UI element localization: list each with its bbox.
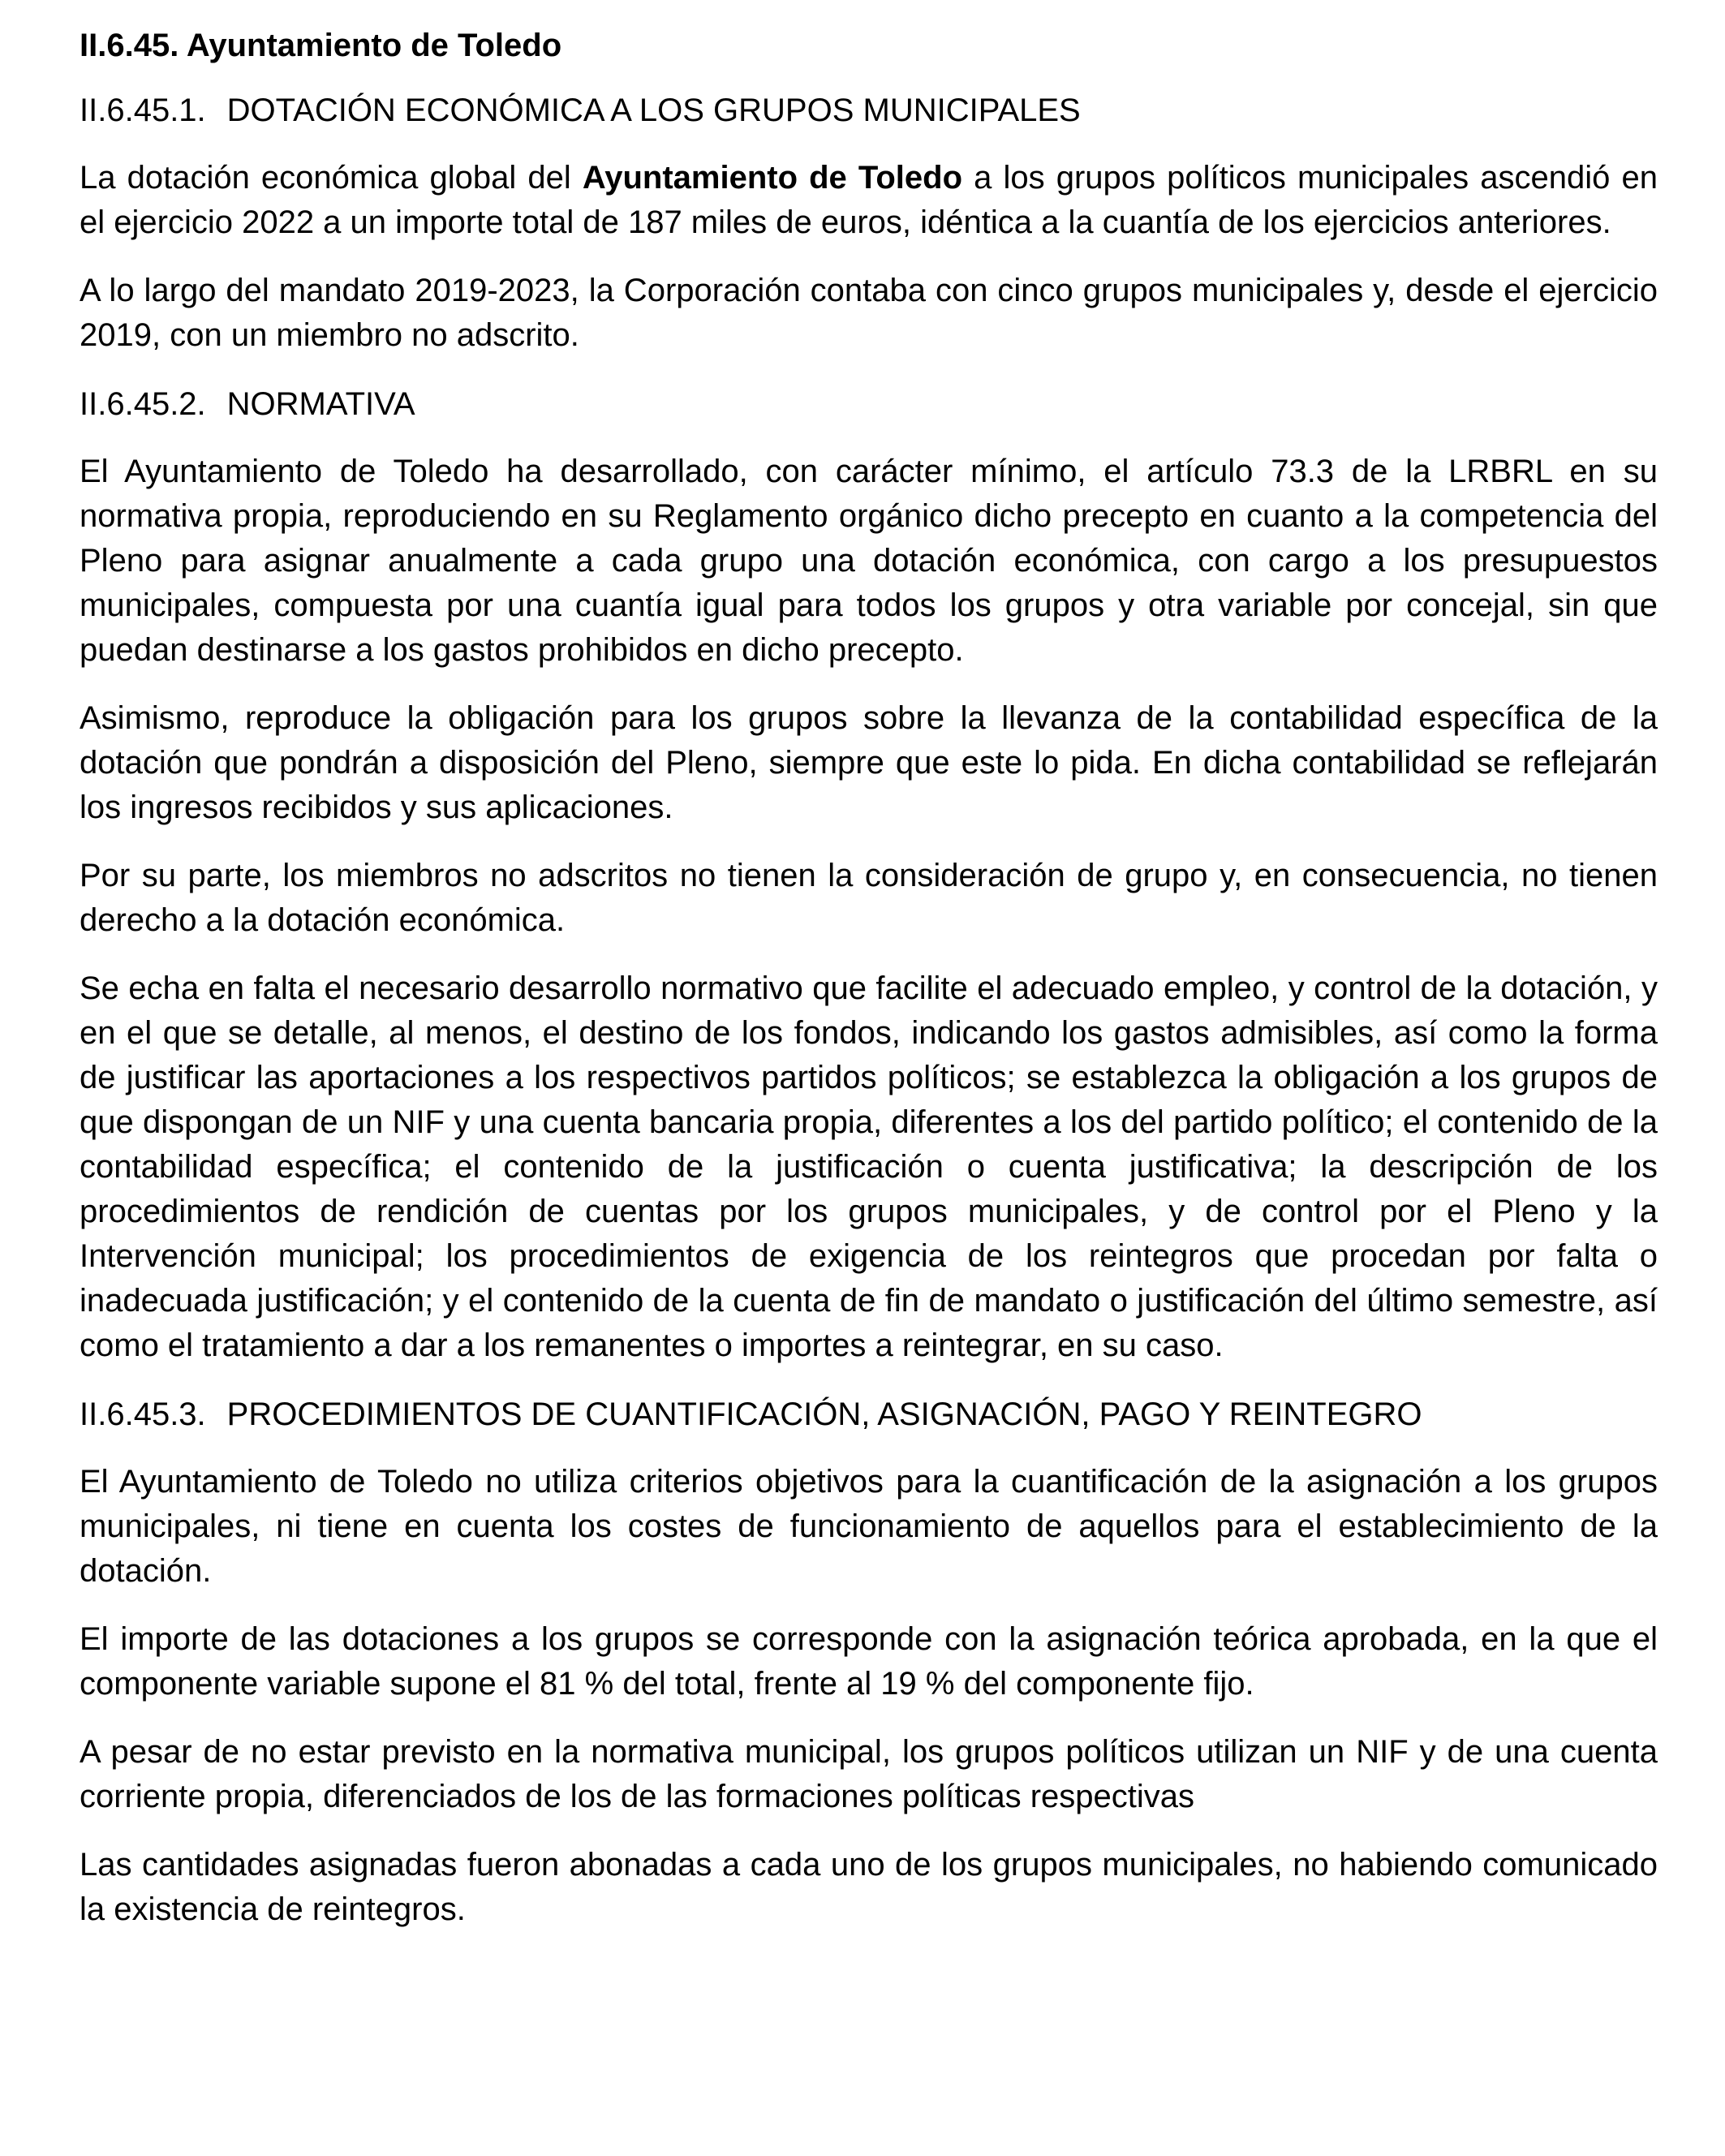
paragraph-mandato: A lo largo del mandato 2019-2023, la Corporación contaba con cinco grupos municipales y, desde el ejercicio 2019, con un miembro no adscrito. (80, 273, 1658, 353)
paragraph-text: a los grupos políticos municipales ascendió en el ejercicio 2022 a un importe total de 187 miles de euros, idéntica a la cuantía de los ejercicios anteriores. (80, 160, 1658, 240)
subheading-normativa (80, 381, 1658, 427)
paragraph-desarrollo-normativo: Se echa en falta el necesario desarrollo normativo que facilite el adecuado empleo, y control de la dotación, y en el que se detalle, al menos, el destino de los fondos, indicando los gastos admisibles, así como la forma de justificar las aportaciones a los respectivos partidos políticos; se establezca la obligación a los grupos de que dispongan de un NIF y una cuenta bancaria propia, diferentes a los del partido político; el contenido de la contabilidad específica; el contenido de la justificación o cuenta justificativa; la descripción de los procedimientos de rendición de cuentas por los grupos municipales, y de control por el Pleno y la Intervención municipal; los procedimientos de exigencia de los reintegros que procedan por falta o inadecuada justificación; y el contenido de la cuenta de fin de mandato o justificación del último semestre, así como el tratamiento a dar a los remanentes o importes a reintegrar, en su caso. (80, 970, 1658, 1363)
subheading-dotacion (80, 88, 1658, 133)
subheading-title: NORMATIVA (226, 386, 415, 422)
paragraph-normativa-propia: El Ayuntamiento de Toledo ha desarrollado, con carácter mínimo, el artículo 73.3 de la LRBRL en su normativa propia, reproduciendo en su Reglamento orgánico dicho precepto en cuanto a la competencia del Pleno para asignar anualmente a cada grupo una dotación económica, con cargo a los presupuestos municipales, compuesta por una cuantía igual para todos los grupos y otra variable por concejal, sin que puedan destinarse a los gastos prohibidos en dicho precepto. (80, 454, 1658, 668)
document-page (80, 23, 1658, 1956)
paragraph-criterios: El Ayuntamiento de Toledo no utiliza criterios objetivos para la cuantificación de la asignación a los grupos municipales, ni tiene en cuenta los costes de funcionamiento de aquellos para el establecimiento de la dotación. (80, 1464, 1658, 1589)
subheading-number: II.6.45.3. (80, 1396, 206, 1432)
subheading-title: PROCEDIMIENTOS DE CUANTIFICACIÓN, ASIGNACIÓN, PAGO Y REINTEGRO (226, 1396, 1422, 1432)
subheading-procedimientos (80, 1392, 1658, 1437)
section-title: II.6.45. Ayuntamiento de Toledo (80, 28, 562, 63)
paragraph-bold-entity: Ayuntamiento de Toledo (582, 160, 963, 196)
paragraph-dotacion-global (80, 156, 1658, 245)
paragraph-nif: A pesar de no estar previsto en la normativa municipal, los grupos políticos utilizan un NIF y de una cuenta corriente propia, diferenciados de los de las formaciones políticas respectivas (80, 1734, 1658, 1814)
paragraph-contabilidad: Asimismo, reproduce la obligación para los grupos sobre la llevanza de la contabilidad específica de la dotación que pondrán a disposición del Pleno, siempre que este lo pida. En dicha contabilidad se reflejarán los ingresos recibidos y sus aplicaciones. (80, 700, 1658, 825)
paragraph-no-adscritos: Por su parte, los miembros no adscritos no tienen la consideración de grupo y, en consecuencia, no tienen derecho a la dotación económica. (80, 858, 1658, 938)
paragraph-reintegros: Las cantidades asignadas fueron abonadas a cada uno de los grupos municipales, no habiendo comunicado la existencia de reintegros. (80, 1847, 1658, 1927)
subheading-number: II.6.45.2. (80, 386, 206, 422)
subheading-title: DOTACIÓN ECONÓMICA A LOS GRUPOS MUNICIPALES (226, 93, 1081, 128)
paragraph-importe: El importe de las dotaciones a los grupos se corresponde con la asignación teórica aprobada, en la que el componente variable supone el 81 % del total, frente al 19 % del componente fijo. (80, 1621, 1658, 1702)
paragraph-text: La dotación económica global del (80, 160, 583, 196)
subheading-number: II.6.45.1. (80, 93, 206, 128)
